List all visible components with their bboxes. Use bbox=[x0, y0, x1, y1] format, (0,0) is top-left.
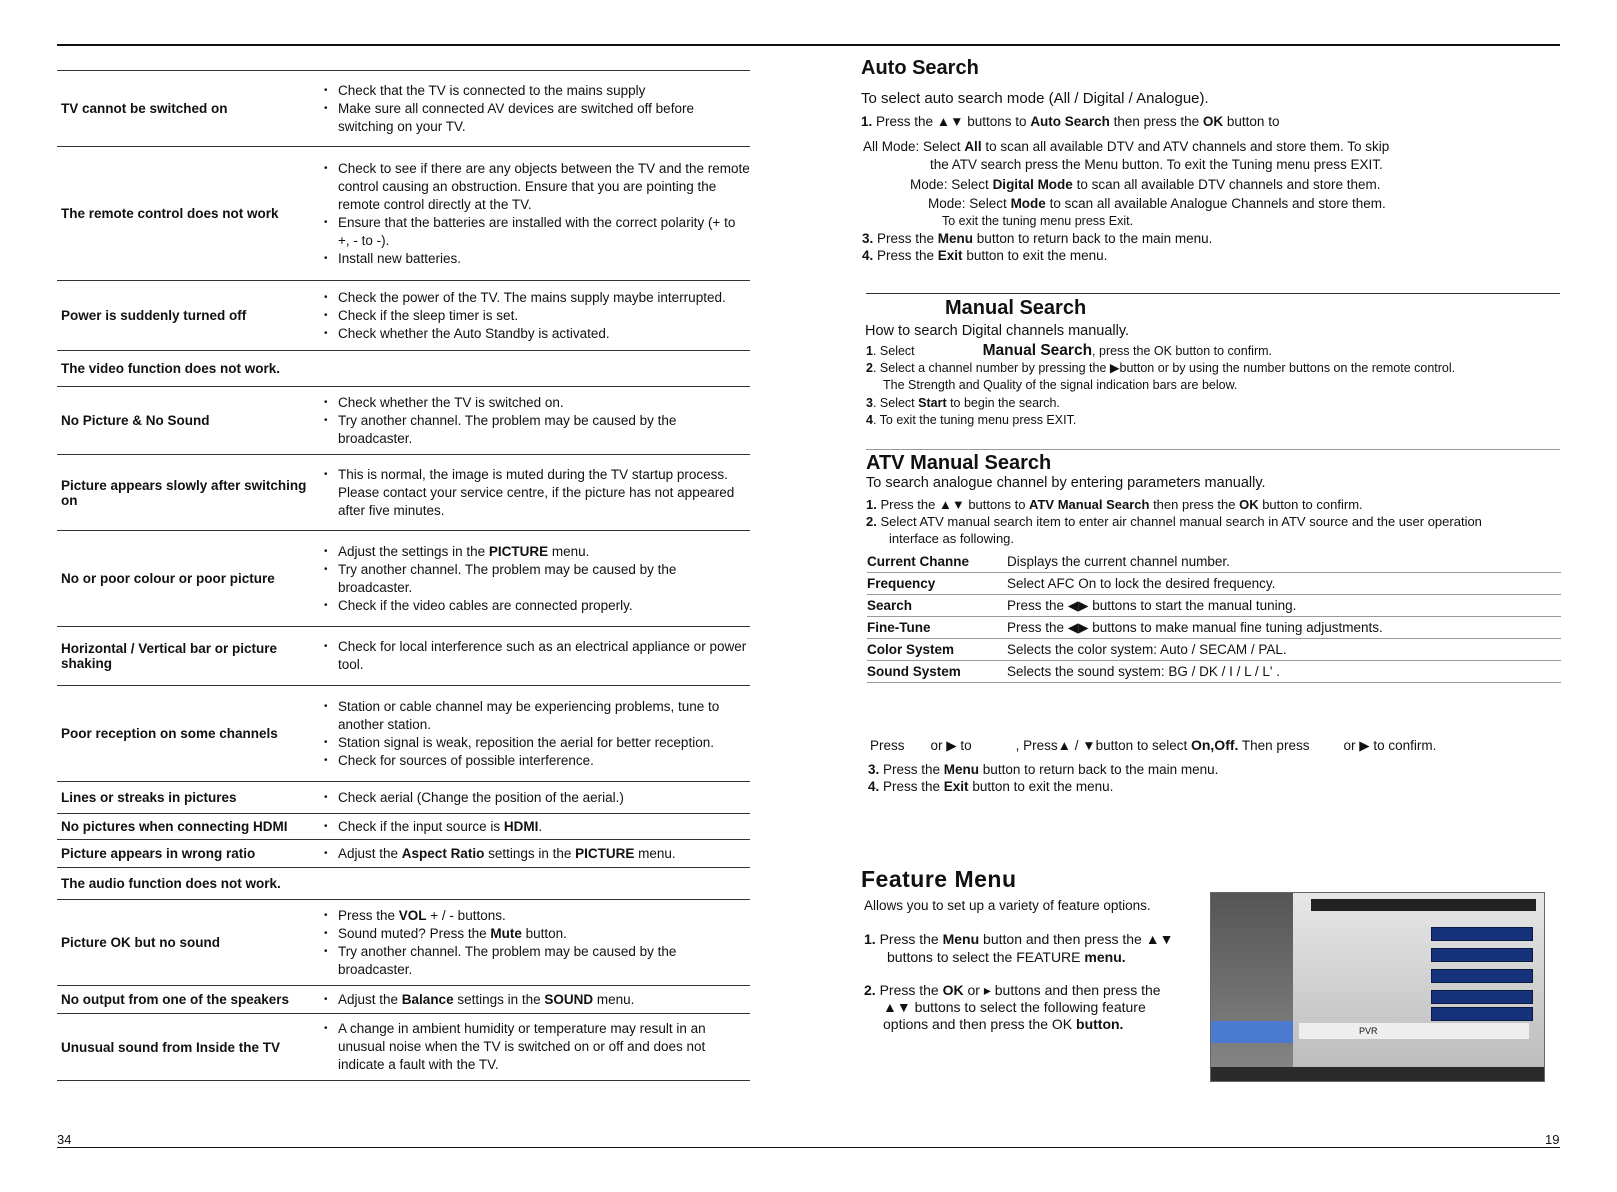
solution-item bbox=[328, 289, 750, 307]
solution-text: Sound muted? Press the bbox=[338, 925, 491, 941]
solution-item bbox=[328, 698, 750, 734]
text-fragment: button to return back to the main menu. bbox=[973, 231, 1213, 246]
bold-term: button. bbox=[1072, 1016, 1124, 1032]
menu-option-bar bbox=[1431, 969, 1533, 983]
solution-item bbox=[328, 638, 750, 674]
solution-text: Check whether the Auto Standby is activated. bbox=[338, 325, 610, 341]
bold-term: Menu bbox=[937, 231, 974, 246]
text-fragment: then press the bbox=[1149, 497, 1240, 512]
trouble-row bbox=[57, 839, 750, 867]
atv-manual-search-step2 bbox=[866, 514, 1482, 529]
solution-list bbox=[312, 782, 750, 813]
text-fragment: buttons to select the bbox=[887, 949, 1017, 965]
highlight-term: PICTURE bbox=[488, 543, 549, 559]
bold-term: Mode bbox=[1010, 196, 1046, 211]
solution-list bbox=[312, 986, 750, 1013]
menu-pvr-row: PVR bbox=[1299, 1023, 1529, 1039]
text-fragment: Mode: bbox=[910, 177, 948, 192]
atv-parameter-desc: Press the ◀▶ buttons to make manual fine tuning adjustments. bbox=[1007, 619, 1383, 635]
solution-item bbox=[328, 789, 750, 807]
atv-parameter-name: Search bbox=[867, 598, 913, 613]
solution-text: . bbox=[538, 818, 543, 834]
text-fragment: Select ATV manual search item to enter air channel manual search in ATV source and the user operation bbox=[876, 514, 1482, 529]
auto-search-intro: To select auto search mode (All / Digital / Analogue). bbox=[861, 90, 1209, 107]
bold-term: ATV Manual Search bbox=[1029, 497, 1150, 512]
bold-term: Auto Search bbox=[1030, 114, 1110, 129]
auto-search-all-mode bbox=[863, 139, 1389, 154]
solution-text: Check to see if there are any objects between the TV and the remote control causing an obstruction. Ensure that you are pointing the remote control directly at the TV. bbox=[338, 160, 750, 212]
menu-option-bar bbox=[1431, 990, 1533, 1004]
solution-list bbox=[312, 627, 750, 685]
solution-list bbox=[312, 840, 750, 867]
atv-parameter-row bbox=[867, 617, 1561, 639]
bold-term: 4. bbox=[868, 779, 880, 794]
solution-list bbox=[312, 455, 750, 530]
atv-parameter-row bbox=[867, 595, 1561, 617]
menu-option-bar bbox=[1431, 1007, 1533, 1021]
bold-term: OK bbox=[1202, 114, 1224, 129]
atv-parameter-row bbox=[867, 639, 1561, 661]
solution-list bbox=[312, 71, 750, 146]
text-fragment: to scan all available DTV and ATV channels and store them. To skip bbox=[981, 139, 1390, 154]
solution-item bbox=[328, 907, 750, 925]
solution-text: This is normal, the image is muted during the TV startup process. Please contact your service centre, if the picture has not appeared after five minutes. bbox=[338, 466, 735, 518]
solution-item bbox=[328, 991, 750, 1009]
trouble-row bbox=[57, 386, 750, 454]
solution-item bbox=[328, 734, 750, 752]
atv-parameter-desc: Selects the color system: Auto / SECAM / PAL. bbox=[1007, 642, 1287, 657]
auto-search-step1 bbox=[861, 114, 1279, 129]
problem-label: Picture OK but no sound bbox=[61, 935, 220, 950]
bottom-rule bbox=[57, 1147, 1560, 1148]
manual-search-step3 bbox=[866, 396, 1060, 410]
trouble-row bbox=[57, 70, 750, 146]
text-fragment: button to confirm. bbox=[1258, 497, 1363, 512]
atv-parameter-row bbox=[867, 661, 1561, 683]
solution-item bbox=[328, 160, 750, 214]
manual-search-rule bbox=[866, 293, 1560, 294]
auto-search-analogue-mode bbox=[928, 196, 1386, 211]
solution-item bbox=[328, 214, 750, 250]
atv-parameter-name: Fine-Tune bbox=[867, 620, 931, 635]
press-text: Then press bbox=[1238, 738, 1310, 753]
problem-label: No or poor colour or poor picture bbox=[61, 571, 275, 586]
menu-selected-item bbox=[1211, 1021, 1293, 1043]
atv-manual-search-intro: To search analogue channel by entering parameters manually. bbox=[866, 475, 1266, 491]
trouble-row bbox=[57, 626, 750, 685]
text-fragment: Press the bbox=[875, 982, 943, 998]
solution-list bbox=[312, 281, 750, 350]
solution-text: + / - buttons. bbox=[426, 907, 506, 923]
problem-label: Picture appears slowly after switching on bbox=[61, 477, 307, 508]
text-fragment: button to exit the menu. bbox=[962, 248, 1108, 263]
auto-search-exit-line: To exit the tuning menu press Exit. bbox=[942, 214, 1134, 228]
solution-item bbox=[328, 752, 750, 770]
text-fragment: options and then press the bbox=[883, 1016, 1052, 1032]
solution-list bbox=[312, 686, 750, 781]
solution-item bbox=[328, 325, 750, 343]
problem-label: Power is suddenly turned off bbox=[61, 308, 247, 323]
bold-term: Exit bbox=[943, 779, 969, 794]
text-fragment: button to bbox=[1223, 114, 1280, 129]
bold-term: Menu bbox=[943, 762, 980, 777]
feature-menu-step2 bbox=[864, 982, 1161, 999]
atv-parameter-table bbox=[867, 551, 1561, 683]
bold-term: Digital Mode bbox=[992, 177, 1073, 192]
solution-list bbox=[312, 387, 750, 454]
solution-text: Ensure that the batteries are installed with the correct polarity (+ to +, - to -). bbox=[338, 214, 736, 248]
solution-text: settings in the bbox=[484, 845, 576, 861]
solution-text: Station signal is weak, reposition the aerial for better reception. bbox=[338, 734, 714, 750]
solution-text: Check whether the TV is switched on. bbox=[338, 394, 564, 410]
atv-parameter-name: Color System bbox=[867, 642, 955, 657]
solution-text: Check if the video cables are connected properly. bbox=[338, 597, 633, 613]
solution-text: button. bbox=[521, 925, 567, 941]
atv-parameter-desc: Press the ◀▶ buttons to start the manual tuning. bbox=[1007, 597, 1297, 613]
problem-label: The remote control does not work bbox=[61, 206, 279, 221]
problem-label: Unusual sound from Inside the TV bbox=[61, 1039, 281, 1055]
feature-menu-step1 bbox=[864, 931, 1173, 947]
solution-text: menu. bbox=[548, 543, 590, 559]
text-fragment: . Select a channel number by pressing the ▶button or by using the number buttons on the remote control. bbox=[872, 361, 1456, 375]
section-title: The video function does not work. bbox=[61, 361, 281, 376]
trouble-row bbox=[57, 280, 750, 350]
auto-search-step3 bbox=[862, 231, 1212, 246]
page-number-right: 19 bbox=[1545, 1132, 1560, 1147]
solution-text: settings in the bbox=[453, 991, 545, 1007]
solution-item bbox=[328, 100, 750, 136]
solution-item bbox=[328, 82, 750, 100]
text-fragment: All Mode: bbox=[863, 139, 920, 154]
atv-parameter-desc: Selects the sound system: BG / DK / I / L / L' . bbox=[1007, 664, 1280, 679]
manual-search-title: Manual Search bbox=[945, 297, 1087, 319]
solution-text: Check aerial (Change the position of the aerial.) bbox=[338, 789, 624, 805]
solution-item bbox=[328, 818, 750, 836]
text-fragment: or ▸ buttons and then press the bbox=[963, 982, 1161, 998]
solution-text: Check the power of the TV. The mains supply maybe interrupted. bbox=[338, 289, 726, 305]
section-header-row bbox=[57, 350, 750, 386]
bold-term: 3 bbox=[866, 396, 873, 410]
solution-text: menu. bbox=[593, 991, 635, 1007]
text-fragment: Select bbox=[965, 196, 1011, 211]
atv-parameter-desc: Displays the current channel number. bbox=[1007, 554, 1230, 569]
solution-list bbox=[312, 531, 750, 626]
highlight-term: Mute bbox=[490, 925, 522, 941]
trouble-row bbox=[57, 530, 750, 626]
manual-search-step2-cont: The Strength and Quality of the signal indication bars are below. bbox=[883, 378, 1238, 392]
bold-term: menu. bbox=[1080, 949, 1126, 965]
step-text: . Select bbox=[872, 344, 915, 358]
feature-menu-step1-cont bbox=[887, 949, 1126, 965]
manual-search-step2 bbox=[866, 360, 1455, 375]
bold-term: 1. bbox=[864, 931, 876, 947]
solution-text: Check that the TV is connected to the mains supply bbox=[338, 82, 646, 98]
step-number: 1 bbox=[866, 344, 873, 358]
solution-item bbox=[328, 412, 750, 448]
atv-parameter-name: Sound System bbox=[867, 664, 961, 679]
atv-manual-search-step1 bbox=[866, 497, 1363, 512]
feature-menu-intro: Allows you to set up a variety of feature options. bbox=[864, 898, 1151, 913]
solution-text: Check if the sleep timer is set. bbox=[338, 307, 519, 323]
atv-parameter-name: Frequency bbox=[867, 576, 936, 591]
press-text: or ▶ to bbox=[930, 738, 972, 753]
text-fragment: Press the bbox=[873, 231, 938, 246]
menu-sidebar bbox=[1211, 893, 1293, 1081]
auto-search-digital-mode bbox=[910, 177, 1380, 192]
trouble-row bbox=[57, 899, 750, 985]
menu-option-bar bbox=[1431, 927, 1533, 941]
problem-label: No pictures when connecting HDMI bbox=[61, 819, 288, 834]
solution-list bbox=[312, 147, 750, 280]
text-fragment: Press the bbox=[879, 779, 944, 794]
bold-term: OK bbox=[1239, 497, 1259, 512]
text-fragment: then press the bbox=[1109, 114, 1203, 129]
text-fragment: button to exit the menu. bbox=[968, 779, 1114, 794]
solution-item bbox=[328, 943, 750, 979]
text-fragment: Press the bbox=[875, 931, 943, 947]
atv-step3 bbox=[868, 762, 1218, 777]
solution-text: Check if the input source is bbox=[338, 818, 504, 834]
solution-text: Check for local interference such as an electrical appliance or power tool. bbox=[338, 639, 747, 672]
press-text: or ▶ to confirm. bbox=[1343, 738, 1437, 753]
solution-item bbox=[328, 1020, 750, 1074]
highlight-term: VOL bbox=[398, 907, 427, 923]
atv-parameter-desc: Select AFC On to lock the desired frequency. bbox=[1007, 576, 1276, 591]
problem-label: Horizontal / Vertical bar or picture shaking bbox=[61, 641, 278, 671]
solution-text: Try another channel. The problem may be caused by the broadcaster. bbox=[338, 412, 677, 446]
trouble-row bbox=[57, 454, 750, 530]
trouble-row bbox=[57, 146, 750, 280]
on-off-keyword: On,Off. bbox=[1190, 737, 1239, 753]
solution-item bbox=[328, 307, 750, 325]
solution-text: Adjust the bbox=[338, 991, 402, 1007]
solution-item bbox=[328, 466, 750, 520]
auto-search-all-mode-cont: the ATV search press the Menu button. To exit the Tuning menu press EXIT. bbox=[930, 157, 1383, 172]
section-header-row bbox=[57, 867, 750, 899]
solution-text: Check for sources of possible interference. bbox=[338, 752, 594, 768]
bold-term: OK bbox=[942, 982, 964, 998]
feature-menu-step2-cont: ▲▼ buttons to select the following feature bbox=[883, 999, 1146, 1015]
feature-menu-step2-cont2 bbox=[883, 1016, 1123, 1032]
feature-menu-title: Feature Menu bbox=[861, 866, 1017, 892]
text-fragment: Mode: bbox=[928, 196, 966, 211]
bold-term: 1. bbox=[866, 497, 877, 512]
text-fragment: to begin the search. bbox=[946, 396, 1060, 410]
solution-item bbox=[328, 250, 750, 268]
solution-item bbox=[328, 597, 750, 615]
atv-parameter-name: Current Channe bbox=[867, 554, 970, 569]
text-fragment: . Select bbox=[872, 396, 919, 410]
atv-press-line bbox=[870, 737, 1436, 754]
problem-label: Poor reception on some channels bbox=[61, 726, 278, 741]
problem-label: No output from one of the speakers bbox=[61, 992, 290, 1007]
problem-label: TV cannot be switched on bbox=[61, 101, 228, 116]
solution-text: menu. bbox=[634, 845, 676, 861]
problem-label: No Picture & No Sound bbox=[61, 413, 210, 428]
bold-term: Start bbox=[918, 396, 947, 410]
atv-parameter-row bbox=[867, 551, 1561, 573]
atv-step4 bbox=[868, 779, 1113, 794]
trouble-row bbox=[57, 781, 750, 813]
bold-term: 1. bbox=[861, 114, 873, 129]
trouble-row bbox=[57, 813, 750, 839]
solution-text: A change in ambient humidity or temperature may result in an unusual noise when the TV is switched on or off and does not indicate a fault with the TV. bbox=[338, 1021, 706, 1072]
bold-term: 4. bbox=[862, 248, 874, 263]
problem-label: Lines or streaks in pictures bbox=[61, 790, 237, 805]
trouble-row bbox=[57, 985, 750, 1013]
solution-text: Try another channel. The problem may be caused by the broadcaster. bbox=[338, 561, 677, 595]
menu-option-bar bbox=[1431, 948, 1533, 962]
manual-search-keyword: Manual Search bbox=[982, 342, 1093, 359]
trouble-row bbox=[57, 685, 750, 781]
top-rule bbox=[57, 44, 1560, 46]
solution-item bbox=[328, 543, 750, 561]
bold-term: Exit bbox=[937, 248, 963, 263]
manual-search-intro: How to search Digital channels manually. bbox=[865, 323, 1130, 339]
atv-manual-search-step2-cont: interface as following. bbox=[889, 531, 1015, 546]
trouble-row bbox=[57, 1013, 750, 1081]
step-text: , press the OK button to confirm. bbox=[1092, 344, 1272, 358]
atv-manual-search-title: ATV Manual Search bbox=[866, 452, 1052, 474]
text-fragment: Press the bbox=[873, 248, 938, 263]
text-fragment: to scan all available Analogue Channels and store them. bbox=[1045, 196, 1386, 211]
solution-list bbox=[312, 1014, 750, 1080]
text-fragment: OK bbox=[1051, 1016, 1073, 1032]
atv-parameter-row bbox=[867, 573, 1561, 595]
press-text: , Press▲ / ▼button to select bbox=[1015, 738, 1191, 753]
solution-item bbox=[328, 394, 750, 412]
troubleshooting-table bbox=[57, 70, 750, 1081]
problem-label: Picture appears in wrong ratio bbox=[61, 846, 256, 861]
text-fragment: FEATURE bbox=[1016, 949, 1081, 965]
text-fragment: Select bbox=[919, 139, 965, 154]
menu-footer-bar bbox=[1211, 1067, 1544, 1081]
highlight-term: Balance bbox=[401, 991, 454, 1007]
manual-search-step1 bbox=[866, 342, 1272, 360]
bold-term: 4 bbox=[866, 413, 873, 427]
menu-header-bar bbox=[1311, 899, 1536, 911]
text-fragment: button to return back to the main menu. bbox=[979, 762, 1219, 777]
page-number-left: 34 bbox=[57, 1132, 72, 1147]
manual-search-step4 bbox=[866, 413, 1076, 427]
solution-text: Try another channel. The problem may be caused by the broadcaster. bbox=[338, 943, 677, 977]
highlight-term: PICTURE bbox=[575, 845, 635, 861]
solution-text: Station or cable channel may be experiencing problems, tune to another station. bbox=[338, 698, 720, 732]
auto-search-title: Auto Search bbox=[861, 57, 979, 79]
bold-term: Menu bbox=[942, 931, 980, 947]
solution-list bbox=[312, 900, 750, 985]
press-text: Press bbox=[870, 738, 905, 753]
section-title: The audio function does not work. bbox=[61, 876, 281, 891]
auto-search-step4 bbox=[862, 248, 1107, 263]
bold-term: 2. bbox=[866, 514, 877, 529]
highlight-term: SOUND bbox=[544, 991, 594, 1007]
text-fragment: button and then press the ▲▼ bbox=[979, 931, 1174, 947]
text-fragment: Press the ▲▼ buttons to bbox=[876, 497, 1030, 512]
bold-term: 2. bbox=[864, 982, 876, 998]
solution-list bbox=[312, 814, 750, 839]
solution-text: Adjust the bbox=[338, 845, 402, 861]
solution-item bbox=[328, 845, 750, 863]
text-fragment: Select bbox=[947, 177, 993, 192]
bold-term: All bbox=[964, 139, 982, 154]
bold-term: 3. bbox=[862, 231, 874, 246]
text-fragment: . To exit the tuning menu press EXIT. bbox=[872, 413, 1077, 427]
feature-menu-screenshot bbox=[1210, 892, 1545, 1082]
highlight-term: HDMI bbox=[503, 818, 539, 834]
text-fragment: Press the bbox=[879, 762, 944, 777]
bold-term: 2 bbox=[866, 361, 873, 375]
highlight-term: Aspect Ratio bbox=[401, 845, 485, 861]
solution-item bbox=[328, 561, 750, 597]
solution-text: Adjust the settings in the bbox=[338, 543, 489, 559]
solution-text: Install new batteries. bbox=[338, 250, 462, 266]
text-fragment: Press the ▲▼ buttons to bbox=[872, 114, 1031, 129]
solution-text: Press the bbox=[338, 907, 399, 923]
bold-term: 3. bbox=[868, 762, 880, 777]
text-fragment: to scan all available DTV channels and store them. bbox=[1072, 177, 1381, 192]
solution-item bbox=[328, 925, 750, 943]
atv-search-rule bbox=[866, 449, 1560, 450]
solution-text: Make sure all connected AV devices are switched off before switching on your TV. bbox=[338, 100, 694, 134]
